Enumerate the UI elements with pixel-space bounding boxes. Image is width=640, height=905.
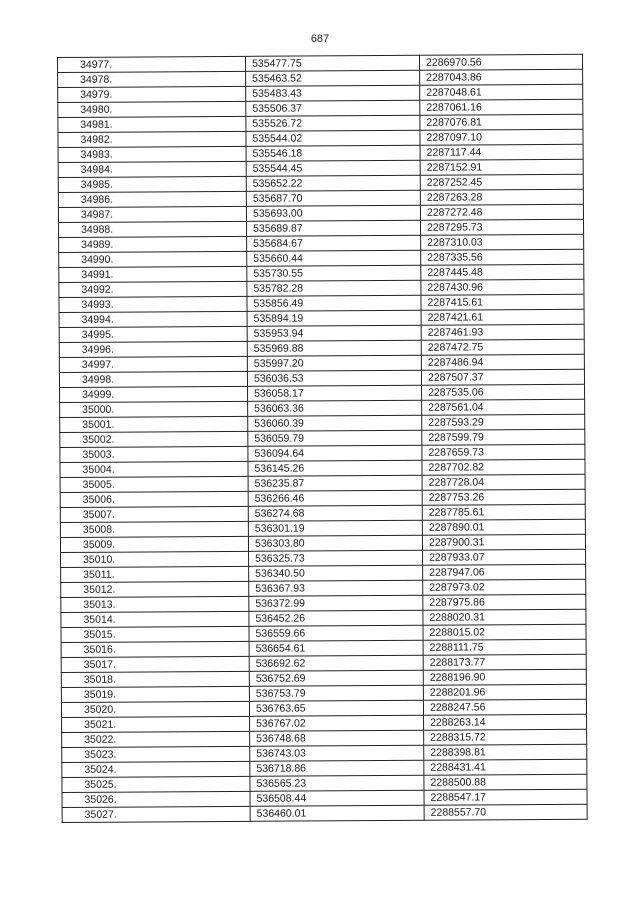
northing-cell: 2287507.37 xyxy=(421,369,584,385)
easting-cell: 536325.73 xyxy=(249,550,423,566)
easting-cell: 535687.70 xyxy=(246,190,420,206)
easting-cell: 536145.26 xyxy=(248,460,422,476)
easting-cell: 536753.79 xyxy=(249,685,423,701)
northing-cell: 2287753.26 xyxy=(422,489,585,505)
northing-cell: 2287659.73 xyxy=(422,444,585,460)
point-number-cell: 35011. xyxy=(61,566,249,582)
easting-cell: 536094.64 xyxy=(248,445,422,461)
point-number-cell: 35027. xyxy=(62,806,250,822)
point-number-cell: 34984. xyxy=(58,161,246,177)
point-number-cell: 35008. xyxy=(60,521,248,537)
point-number-cell: 34995. xyxy=(59,326,247,342)
easting-cell: 536748.68 xyxy=(250,730,424,746)
page-number: 687 xyxy=(310,33,330,45)
point-number-cell: 34992. xyxy=(59,281,247,297)
northing-cell: 2287973.02 xyxy=(423,579,586,595)
easting-cell: 536767.02 xyxy=(250,715,424,731)
easting-cell: 536460.01 xyxy=(250,805,424,821)
point-number-cell: 35023. xyxy=(62,746,250,762)
northing-cell: 2287472.75 xyxy=(421,339,584,355)
northing-cell: 2287415.61 xyxy=(421,294,584,310)
northing-cell: 2288431.41 xyxy=(424,759,587,775)
northing-cell: 2286970.56 xyxy=(419,54,582,70)
easting-cell: 535894.19 xyxy=(247,310,421,326)
northing-cell: 2287061.16 xyxy=(420,99,583,115)
easting-cell: 536274.68 xyxy=(248,505,422,521)
point-number-cell: 34982. xyxy=(58,131,246,147)
northing-cell: 2287295.73 xyxy=(421,219,584,235)
easting-cell: 535506.37 xyxy=(246,100,420,116)
northing-cell: 2287486.94 xyxy=(421,354,584,370)
easting-cell: 536367.93 xyxy=(249,580,423,596)
northing-cell: 2288201.96 xyxy=(423,684,586,700)
easting-cell: 536372.99 xyxy=(249,595,423,611)
point-number-cell: 35007. xyxy=(60,506,248,522)
easting-cell: 535693.00 xyxy=(246,205,420,221)
northing-cell: 2287263.28 xyxy=(420,189,583,205)
point-number-cell: 35022. xyxy=(62,731,250,747)
point-number-cell: 34979. xyxy=(58,86,246,102)
point-number-cell: 34990. xyxy=(59,251,247,267)
point-number-cell: 34986. xyxy=(58,191,246,207)
northing-cell: 2288196.90 xyxy=(423,669,586,685)
point-number-cell: 35015. xyxy=(61,626,249,642)
easting-cell: 535782.28 xyxy=(247,280,421,296)
easting-cell: 536303.80 xyxy=(248,535,422,551)
point-number-cell: 35025. xyxy=(62,776,250,792)
coordinate-table-body xyxy=(58,54,588,822)
northing-cell: 2287975.86 xyxy=(423,594,586,610)
northing-cell: 2288547.17 xyxy=(424,789,587,805)
northing-cell: 2287728.04 xyxy=(422,474,585,490)
point-number-cell: 35019. xyxy=(61,686,249,702)
easting-cell: 536692.62 xyxy=(249,655,423,671)
easting-cell: 535477.75 xyxy=(245,55,419,71)
northing-cell: 2287152.91 xyxy=(420,159,583,175)
easting-cell: 536340.50 xyxy=(249,565,423,581)
northing-cell: 2287900.31 xyxy=(422,534,585,550)
point-number-cell: 35017. xyxy=(61,656,249,672)
point-number-cell: 34997. xyxy=(59,356,247,372)
easting-cell: 536654.61 xyxy=(249,640,423,656)
point-number-cell: 34985. xyxy=(58,176,246,192)
point-number-cell: 34991. xyxy=(59,266,247,282)
northing-cell: 2287430.96 xyxy=(421,279,584,295)
northing-cell: 2287421.61 xyxy=(421,309,584,325)
northing-cell: 2288247.56 xyxy=(423,699,586,715)
point-number-cell: 34987. xyxy=(58,206,246,222)
northing-cell: 2288020.31 xyxy=(423,609,586,625)
point-number-cell: 34977. xyxy=(58,56,246,72)
northing-cell: 2288111.75 xyxy=(423,639,586,655)
easting-cell: 536718.86 xyxy=(250,760,424,776)
easting-cell: 536059.79 xyxy=(248,430,422,446)
northing-cell: 2287702.82 xyxy=(422,459,585,475)
northing-cell: 2287043.86 xyxy=(420,69,583,85)
easting-cell: 536752.69 xyxy=(249,670,423,686)
northing-cell: 2287076.81 xyxy=(420,114,583,130)
point-number-cell: 34978. xyxy=(58,71,246,87)
northing-cell: 2287310.03 xyxy=(421,234,584,250)
northing-cell: 2287117.44 xyxy=(420,144,583,160)
easting-cell: 536036.53 xyxy=(247,370,421,386)
point-number-cell: 35021. xyxy=(62,716,250,732)
point-number-cell: 34989. xyxy=(59,236,247,252)
northing-cell: 2287561.04 xyxy=(422,399,585,415)
easting-cell: 536763.65 xyxy=(249,700,423,716)
northing-cell: 2287097.10 xyxy=(420,129,583,145)
coordinate-table xyxy=(57,54,588,823)
easting-cell: 535544.45 xyxy=(246,160,420,176)
northing-cell: 2287535.06 xyxy=(422,384,585,400)
easting-cell: 535483.43 xyxy=(246,85,420,101)
easting-cell: 536559.66 xyxy=(249,625,423,641)
northing-cell: 2287335.56 xyxy=(421,249,584,265)
point-number-cell: 34994. xyxy=(59,311,247,327)
point-number-cell: 35004. xyxy=(60,461,248,477)
northing-cell: 2287933.07 xyxy=(423,549,586,565)
point-number-cell: 35006. xyxy=(60,491,248,507)
northing-cell: 2288015.02 xyxy=(423,624,586,640)
point-number-cell: 34993. xyxy=(59,296,247,312)
northing-cell: 2287947.06 xyxy=(423,564,586,580)
point-number-cell: 35014. xyxy=(61,611,249,627)
easting-cell: 535689.87 xyxy=(247,220,421,236)
northing-cell: 2288173.77 xyxy=(423,654,586,670)
easting-cell: 536452.26 xyxy=(249,610,423,626)
point-number-cell: 35016. xyxy=(61,641,249,657)
northing-cell: 2288398.81 xyxy=(424,744,587,760)
northing-cell: 2288263.14 xyxy=(424,714,587,730)
easting-cell: 535730.55 xyxy=(247,265,421,281)
easting-cell: 535953.94 xyxy=(247,325,421,341)
easting-cell: 536058.17 xyxy=(248,385,422,401)
easting-cell: 536060.39 xyxy=(248,415,422,431)
northing-cell: 2287593.29 xyxy=(422,414,585,430)
easting-cell: 535652.22 xyxy=(246,175,420,191)
point-number-cell: 34996. xyxy=(59,341,247,357)
northing-cell: 2287461.93 xyxy=(421,324,584,340)
northing-cell: 2287890.01 xyxy=(422,519,585,535)
easting-cell: 536508.44 xyxy=(250,790,424,806)
easting-cell: 535856.49 xyxy=(247,295,421,311)
point-number-cell: 34981. xyxy=(58,116,246,132)
point-number-cell: 35003. xyxy=(60,446,248,462)
point-number-cell: 35005. xyxy=(60,476,248,492)
point-number-cell: 35020. xyxy=(61,701,249,717)
point-number-cell: 35012. xyxy=(61,581,249,597)
point-number-cell: 34980. xyxy=(58,101,246,117)
easting-cell: 535997.20 xyxy=(247,355,421,371)
point-number-cell: 34998. xyxy=(59,371,247,387)
point-number-cell: 34983. xyxy=(58,146,246,162)
easting-cell: 535526.72 xyxy=(246,115,420,131)
northing-cell: 2287785.61 xyxy=(422,504,585,520)
easting-cell: 536565.23 xyxy=(250,775,424,791)
northing-cell: 2287272.48 xyxy=(420,204,583,220)
northing-cell: 2287048.61 xyxy=(420,84,583,100)
easting-cell: 536235.87 xyxy=(248,475,422,491)
point-number-cell: 35009. xyxy=(60,536,248,552)
table-row xyxy=(62,804,587,822)
easting-cell: 535684.67 xyxy=(247,235,421,251)
point-number-cell: 35000. xyxy=(60,401,248,417)
easting-cell: 535544.02 xyxy=(246,130,420,146)
easting-cell: 535969.88 xyxy=(247,340,421,356)
point-number-cell: 35002. xyxy=(60,431,248,447)
point-number-cell: 35001. xyxy=(60,416,248,432)
easting-cell: 536266.46 xyxy=(248,490,422,506)
point-number-cell: 34999. xyxy=(60,386,248,402)
northing-cell: 2287599.79 xyxy=(422,429,585,445)
point-number-cell: 35026. xyxy=(62,791,250,807)
easting-cell: 536301.19 xyxy=(248,520,422,536)
northing-cell: 2287445.48 xyxy=(421,264,584,280)
point-number-cell: 35013. xyxy=(61,596,249,612)
easting-cell: 536743.03 xyxy=(250,745,424,761)
easting-cell: 535660.44 xyxy=(247,250,421,266)
easting-cell: 536063.36 xyxy=(248,400,422,416)
northing-cell: 2287252.45 xyxy=(420,174,583,190)
point-number-cell: 34988. xyxy=(59,221,247,237)
easting-cell: 535463.52 xyxy=(246,70,420,86)
coordinate-table-container xyxy=(57,57,583,823)
point-number-cell: 35010. xyxy=(61,551,249,567)
northing-cell: 2288315.72 xyxy=(424,729,587,745)
easting-cell: 535546.18 xyxy=(246,145,420,161)
northing-cell: 2288557.70 xyxy=(424,804,587,820)
point-number-cell: 35018. xyxy=(61,671,249,687)
point-number-cell: 35024. xyxy=(62,761,250,777)
northing-cell: 2288500.88 xyxy=(424,774,587,790)
